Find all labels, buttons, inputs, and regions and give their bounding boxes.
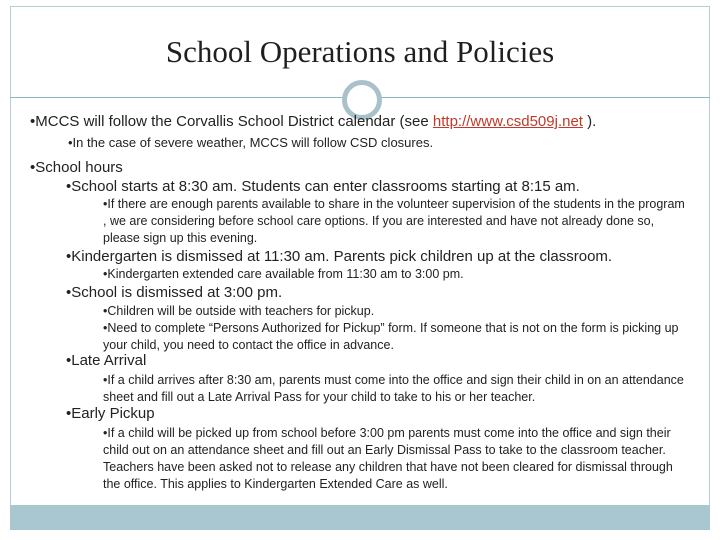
school-start-bullet: •School starts at 8:30 am. Students can enter classrooms starting at 8:15 am.: [66, 178, 580, 195]
csd-link[interactable]: http://www.csd509j.net: [432, 113, 583, 130]
calendar-suffix: ).: [582, 113, 597, 130]
authorized-pickup-bullet: •Need to complete “Persons Authorized for Pickup” form. If someone that is not on the form is picking up your child, you need to contact the office in advance.: [103, 321, 679, 352]
before-care-bullet: •If there are enough parents available to share in the volunteer supervision of the students in the program , we are considering before school care options. If you are interested and have not already done so, please sign up this evening.: [103, 197, 685, 245]
late-arrival-text: •If a child arrives after 8:30 am, parents must come into the office and sign their child in on an attendance sheet and fill out a Late Arrival Pass for your child to take to his or her teacher.: [103, 373, 684, 404]
kinder-extended-bullet: •Kindergarten extended care available from 11:30 am to 3:00 pm.: [103, 267, 464, 281]
late-arrival-heading: •Late Arrival: [66, 352, 147, 369]
school-hours-heading: •School hours: [30, 159, 123, 176]
dismissal-bullet: •School is dismissed at 3:00 pm.: [66, 284, 283, 301]
page-title: School Operations and Policies: [165, 34, 555, 69]
calendar-bullet: [30, 113, 596, 130]
calendar-text: •MCCS will follow the Corvallis School District calendar (see: [30, 113, 433, 130]
footer-band: [10, 505, 710, 530]
kindergarten-bullet: •Kindergarten is dismissed at 11:30 am. Parents pick children up at the classroom.: [66, 248, 613, 265]
early-pickup-heading: •Early Pickup: [66, 405, 155, 422]
early-pickup-text: •If a child will be picked up from school before 3:00 pm parents must come into the office and sign their child out on an attendance sheet and fill out an Early Dismissal Pass to take to the classroom teacher. Teachers have been asked not to release any children that have not been cleared for dismissal through the office. This applies to Kindergarten Extended Care as well.: [103, 426, 673, 491]
outside-pickup-bullet: •Children will be outside with teachers for pickup.: [103, 304, 375, 318]
weather-bullet: •In the case of severe weather, MCCS will follow CSD closures.: [68, 135, 434, 150]
